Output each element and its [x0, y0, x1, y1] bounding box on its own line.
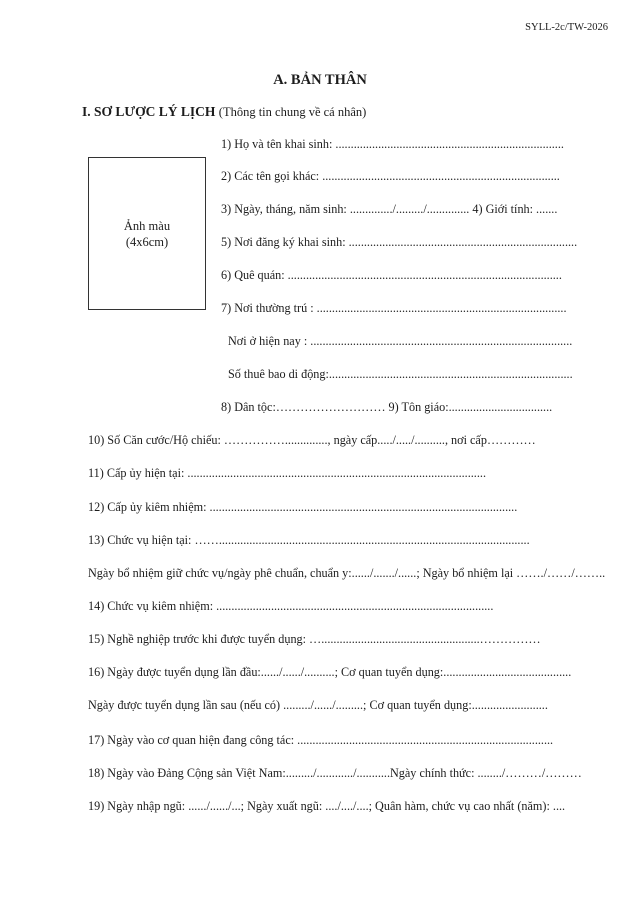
field-birth-date-gender[interactable]: 3) Ngày, tháng, năm sinh: ............../........./.............. 4) Giới tính: ....... [221, 202, 558, 216]
field-current-agency-start[interactable]: 17) Ngày vào cơ quan hiện đang công tác: .................................................................................... [88, 733, 554, 747]
field-previous-occupation[interactable]: 15) Nghề nghiệp trước khi được tuyển dụng: …....................................................…………… [88, 632, 541, 646]
field-military-service[interactable]: 19) Ngày nhập ngũ: ....../....../...; Ngày xuất ngũ: ..../..../....; Quân hàm, chức vụ cao nhất (năm): .... [88, 799, 566, 813]
field-concurrent-party-committee[interactable]: 12) Cấp ủy kiêm nhiệm: ..................................................................................................... [88, 500, 518, 514]
section-title-note: (Thông tin chung về cá nhân) [218, 105, 367, 119]
field-first-recruitment[interactable]: 16) Ngày được tuyển dụng lần đầu:....../....../..........; Cơ quan tuyển dụng:.......................................... [88, 665, 572, 679]
field-appointment-date[interactable]: Ngày bổ nhiệm giữ chức vụ/ngày phê chuẩn, chuẩn y:....../......./......; Ngày bổ nhiệm lại ……./……/…….. [88, 566, 606, 580]
field-permanent-residence[interactable]: 7) Nơi thường trú : .................................................................................. [221, 301, 567, 315]
field-ethnicity-religion[interactable]: 8) Dân tộc:……………………… 9) Tôn giáo:.................................. [221, 400, 553, 414]
field-concurrent-position[interactable]: 14) Chức vụ kiêm nhiệm: ........................................................................................... [88, 599, 494, 613]
field-current-position[interactable]: 13) Chức vụ hiện tại: ……...................................................................................................... [88, 533, 530, 547]
field-hometown[interactable]: 6) Quê quán: .......................................................................................... [221, 268, 562, 282]
photo-label: Ảnh màu [123, 218, 171, 233]
page-heading: A. BẢN THÂN [273, 72, 367, 88]
field-mobile-number[interactable]: Số thuê bao di động:................................................................................ [228, 367, 573, 381]
field-later-recruitment[interactable]: Ngày được tuyển dụng lần sau (nếu có) ........./....../.........; Cơ quan tuyển dụng:......................... [88, 698, 548, 712]
field-id-passport[interactable]: 10) Số Căn cước/Hộ chiếu: …………….............., ngày cấp...../...../.........., nơi cấp………… [88, 433, 536, 447]
field-current-party-committee[interactable]: 11) Cấp ủy hiện tại: .................................................................................................. [88, 466, 486, 480]
section-title-main: I. SƠ LƯỢC LÝ LỊCH [82, 104, 216, 119]
field-current-residence[interactable]: Nơi ở hiện nay : ...................................................................................... [228, 334, 573, 348]
photo-placeholder [88, 157, 206, 310]
field-birth-registration-place[interactable]: 5) Nơi đăng ký khai sinh: ........................................................................... [221, 235, 578, 249]
field-party-admission[interactable]: 18) Ngày vào Đảng Cộng sản Việt Nam:........./............/...........Ngày chính thức: ......../………/……… [88, 766, 582, 780]
field-other-names[interactable]: 2) Các tên gọi khác: .............................................................................. [221, 169, 560, 183]
section-title [82, 104, 366, 120]
field-birth-name[interactable]: 1) Họ và tên khai sinh: ........................................................................... [221, 137, 564, 151]
photo-size: (4x6cm) [125, 234, 169, 249]
form-code: SYLL-2c/TW-2026 [525, 22, 608, 33]
